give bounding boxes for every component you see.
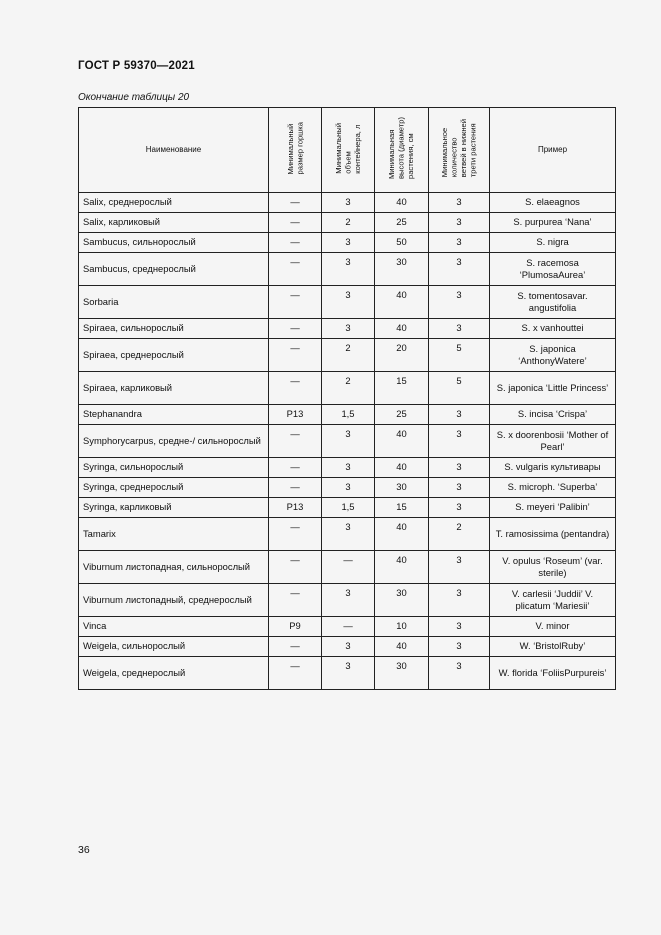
cell-example: S. x doorenbosii ‘Mother of Pearl’	[490, 425, 616, 458]
cell-name: Salix, карликовый	[79, 213, 269, 233]
cell-example: S. racemosa ‘PlumosaAurea’	[490, 253, 616, 286]
plants-table	[78, 107, 616, 690]
table-row	[79, 637, 616, 657]
cell-branches: 5	[429, 372, 490, 405]
table-row	[79, 617, 616, 637]
cell-example: S. elaeagnos	[490, 193, 616, 213]
table-row	[79, 193, 616, 213]
table-row	[79, 551, 616, 584]
cell-min-height: 40	[375, 518, 429, 551]
cell-name: Symphorycarpus, средне-/ сильнорослый	[79, 425, 269, 458]
cell-pot-size: —	[269, 551, 322, 584]
cell-example: V. carlesii ‘Juddii’ V. plicatum ‘Mariesii’	[490, 584, 616, 617]
cell-branches: 3	[429, 213, 490, 233]
table-row	[79, 657, 616, 690]
cell-name: Viburnum листопадный, среднерослый	[79, 584, 269, 617]
cell-example: V. opulus ‘Roseum’ (var. sterile)	[490, 551, 616, 584]
column-header-name	[79, 108, 269, 193]
cell-pot-size: —	[269, 193, 322, 213]
cell-branches: 3	[429, 233, 490, 253]
cell-name: Syringa, сильнорослый	[79, 458, 269, 478]
cell-min-height: 40	[375, 193, 429, 213]
cell-branches: 3	[429, 425, 490, 458]
cell-name: Viburnum листопадная, сильнорослый	[79, 551, 269, 584]
cell-branches: 3	[429, 253, 490, 286]
table-row	[79, 286, 616, 319]
cell-container-volume: 3	[322, 518, 375, 551]
table-row	[79, 458, 616, 478]
cell-branches: 3	[429, 498, 490, 518]
cell-pot-size: P9	[269, 617, 322, 637]
cell-name: Syringa, карликовый	[79, 498, 269, 518]
cell-name: Sambucus, сильнорослый	[79, 233, 269, 253]
cell-example: V. minor	[490, 617, 616, 637]
cell-container-volume: 1,5	[322, 498, 375, 518]
cell-name: Spiraea, среднерослый	[79, 339, 269, 372]
cell-pot-size: —	[269, 213, 322, 233]
cell-container-volume: —	[322, 617, 375, 637]
cell-container-volume: 3	[322, 233, 375, 253]
table-row	[79, 339, 616, 372]
cell-branches: 3	[429, 458, 490, 478]
column-header-name-label: Наименование	[145, 144, 202, 154]
cell-name: Tamarix	[79, 518, 269, 551]
cell-example: S. purpurea ‘Nana’	[490, 213, 616, 233]
cell-branches: 3	[429, 405, 490, 425]
column-header-branches	[429, 108, 490, 193]
cell-pot-size: —	[269, 584, 322, 617]
cell-min-height: 30	[375, 478, 429, 498]
column-header-example-label: Пример	[537, 144, 568, 154]
cell-pot-size: —	[269, 425, 322, 458]
table-row	[79, 425, 616, 458]
column-header-min-height-label: Минимальная высота (диаметр) растения, см	[387, 117, 416, 180]
cell-name: Stephanandra	[79, 405, 269, 425]
cell-pot-size: —	[269, 518, 322, 551]
table-row	[79, 405, 616, 425]
table-row	[79, 478, 616, 498]
cell-min-height: 40	[375, 286, 429, 319]
table-row	[79, 319, 616, 339]
cell-example: S. microph. ‘Superba’	[490, 478, 616, 498]
cell-container-volume: 1,5	[322, 405, 375, 425]
cell-branches: 3	[429, 657, 490, 690]
cell-example: S. meyeri ‘Palibin’	[490, 498, 616, 518]
cell-name: Spiraea, сильнорослый	[79, 319, 269, 339]
cell-container-volume: 3	[322, 657, 375, 690]
cell-container-volume: 3	[322, 286, 375, 319]
cell-min-height: 15	[375, 372, 429, 405]
cell-min-height: 20	[375, 339, 429, 372]
cell-container-volume: —	[322, 551, 375, 584]
cell-example: S. japonica ‘AnthonyWatere’	[490, 339, 616, 372]
cell-pot-size: P13	[269, 405, 322, 425]
column-header-container-volume-label: Минимальный объем контейнера, л	[333, 122, 362, 174]
column-header-container-volume	[322, 108, 375, 193]
cell-min-height: 50	[375, 233, 429, 253]
table-row	[79, 372, 616, 405]
cell-example: W. ‘BristolRuby’	[490, 637, 616, 657]
cell-branches: 3	[429, 193, 490, 213]
page-number: 36	[78, 844, 90, 856]
cell-min-height: 40	[375, 319, 429, 339]
cell-branches: 2	[429, 518, 490, 551]
cell-min-height: 40	[375, 637, 429, 657]
cell-container-volume: 3	[322, 319, 375, 339]
cell-branches: 3	[429, 551, 490, 584]
column-header-branches-label: Минимальное количество ветвей в нижней трети растения	[440, 119, 478, 178]
cell-container-volume: 3	[322, 637, 375, 657]
column-header-pot-size-label: Минимальный размер горшка	[285, 122, 304, 175]
table-row	[79, 518, 616, 551]
table-row	[79, 233, 616, 253]
cell-branches: 3	[429, 584, 490, 617]
cell-branches: 3	[429, 478, 490, 498]
cell-pot-size: —	[269, 478, 322, 498]
column-header-pot-size	[269, 108, 322, 193]
column-header-example	[490, 108, 616, 193]
cell-min-height: 40	[375, 425, 429, 458]
table-row	[79, 584, 616, 617]
cell-example: S. japonica ‘Little Princess’	[490, 372, 616, 405]
table-row	[79, 213, 616, 233]
cell-example: S. x vanhouttei	[490, 319, 616, 339]
table-row	[79, 498, 616, 518]
cell-name: Spiraea, карликовый	[79, 372, 269, 405]
cell-container-volume: 2	[322, 213, 375, 233]
cell-branches: 3	[429, 319, 490, 339]
cell-name: Vinca	[79, 617, 269, 637]
cell-name: Salix, среднерослый	[79, 193, 269, 213]
cell-example: S. incisa ‘Crispa’	[490, 405, 616, 425]
cell-container-volume: 3	[322, 253, 375, 286]
cell-min-height: 10	[375, 617, 429, 637]
cell-container-volume: 3	[322, 584, 375, 617]
cell-pot-size: —	[269, 372, 322, 405]
cell-example: S. tomentosavar. angustifolia	[490, 286, 616, 319]
document-header: ГОСТ Р 59370—2021	[78, 60, 195, 72]
cell-branches: 5	[429, 339, 490, 372]
cell-pot-size: —	[269, 458, 322, 478]
cell-container-volume: 2	[322, 339, 375, 372]
cell-container-volume: 2	[322, 372, 375, 405]
cell-container-volume: 3	[322, 458, 375, 478]
cell-min-height: 30	[375, 584, 429, 617]
cell-name: Syringa, среднерослый	[79, 478, 269, 498]
cell-example: S. nigra	[490, 233, 616, 253]
table-caption: Окончание таблицы 20	[78, 92, 190, 103]
column-header-min-height	[375, 108, 429, 193]
cell-name: Sorbaria	[79, 286, 269, 319]
table-header-row	[79, 108, 616, 193]
cell-name: Weigela, среднерослый	[79, 657, 269, 690]
cell-min-height: 30	[375, 253, 429, 286]
cell-example: T. ramosissima (pentandra)	[490, 518, 616, 551]
cell-pot-size: —	[269, 233, 322, 253]
cell-pot-size: —	[269, 253, 322, 286]
cell-pot-size: —	[269, 339, 322, 372]
cell-min-height: 25	[375, 213, 429, 233]
cell-pot-size: P13	[269, 498, 322, 518]
cell-name: Weigela, сильнорослый	[79, 637, 269, 657]
cell-min-height: 25	[375, 405, 429, 425]
cell-example: W. florida ‘FoliisPurpureis’	[490, 657, 616, 690]
cell-name: Sambucus, среднерослый	[79, 253, 269, 286]
cell-pot-size: —	[269, 286, 322, 319]
cell-pot-size: —	[269, 657, 322, 690]
cell-min-height: 15	[375, 498, 429, 518]
cell-container-volume: 3	[322, 478, 375, 498]
cell-example: S. vulgaris культивары	[490, 458, 616, 478]
cell-min-height: 40	[375, 458, 429, 478]
cell-min-height: 30	[375, 657, 429, 690]
cell-pot-size: —	[269, 319, 322, 339]
cell-container-volume: 3	[322, 193, 375, 213]
cell-min-height: 40	[375, 551, 429, 584]
table-row	[79, 253, 616, 286]
cell-branches: 3	[429, 637, 490, 657]
cell-branches: 3	[429, 617, 490, 637]
cell-container-volume: 3	[322, 425, 375, 458]
cell-branches: 3	[429, 286, 490, 319]
cell-pot-size: —	[269, 637, 322, 657]
table-body	[79, 193, 616, 690]
